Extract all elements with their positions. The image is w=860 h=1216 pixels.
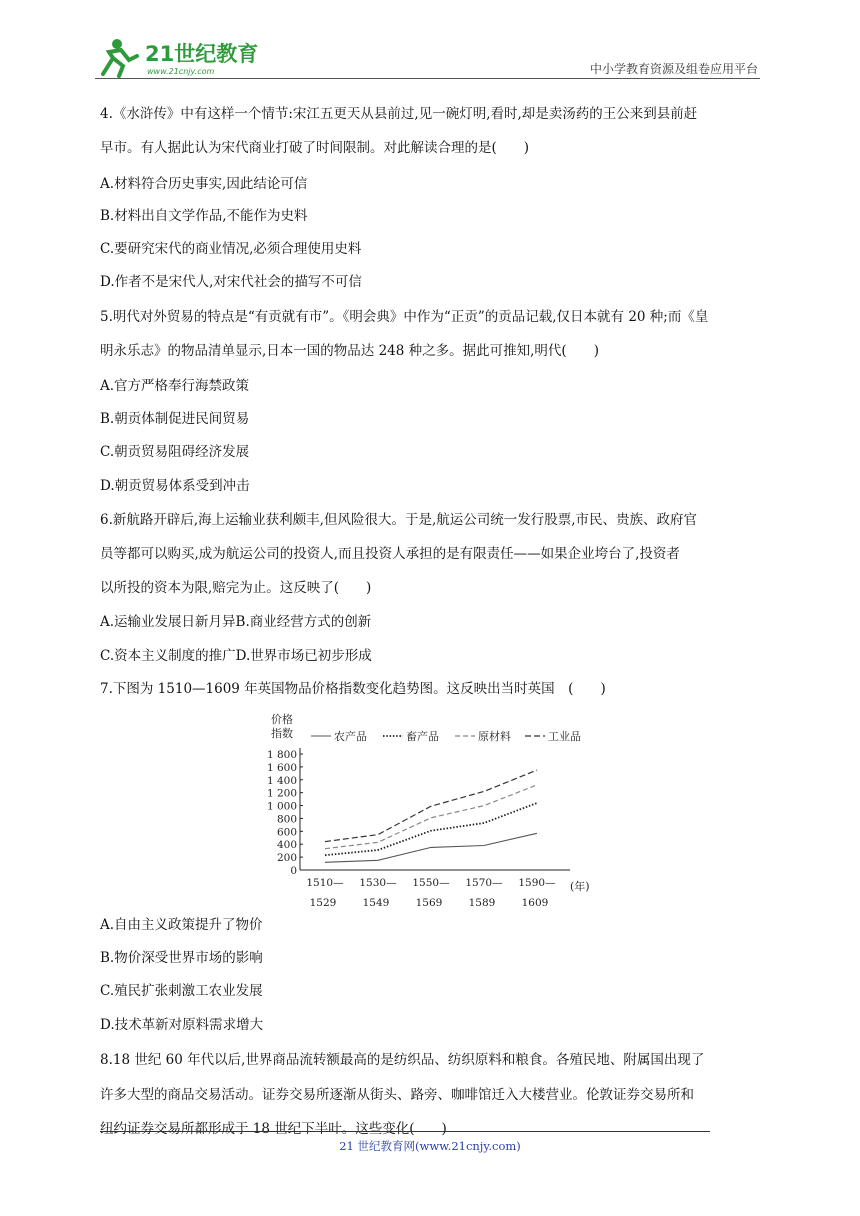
footer-divider <box>100 1131 710 1132</box>
legend-entry: 工业品 <box>548 730 581 743</box>
question-7-option-c: C.殖民扩张刺激工农业发展 <box>100 983 263 999</box>
question-4-option-b: B.材料出自文学作品,不能作为史料 <box>100 208 308 224</box>
y-tick-label: 800 <box>276 813 297 826</box>
y-tick-label: 1 400 <box>266 774 297 787</box>
x-tick-label: 1570— <box>465 877 503 889</box>
x-tick-label: 1589 <box>468 897 496 909</box>
series-line-3 <box>325 785 537 849</box>
legend-entry: 原材料 <box>478 730 511 743</box>
y-tick-label: 1 800 <box>266 749 297 761</box>
question-6-line-3: 以所投的资本为限,赔完为止。这反映了( ) <box>100 580 372 596</box>
y-tick-label: 1 000 <box>266 800 297 813</box>
y-tick-label: 1 200 <box>266 787 297 800</box>
question-6-line-2: 员等都可以购买,成为航运公司的投资人,而且投资人承担的是有限责任——如果企业垮台了,投资者 <box>100 546 680 562</box>
question-6-line-1: 6.新航路开辟后,海上运输业获利颇丰,但风险很大。于是,航运公司统一发行股票,市民、贵族、政府官 <box>100 512 698 528</box>
y-tick-label: 400 <box>276 839 297 852</box>
legend-entry: 农产品 <box>334 730 367 743</box>
question-7-option-d: D.技术革新对原料需求增大 <box>100 1017 264 1033</box>
question-4-option-a: A.材料符合历史事实,因此结论可信 <box>100 176 308 192</box>
y-tick-label: 1 600 <box>266 761 297 774</box>
y-tick-label: 200 <box>276 852 297 865</box>
question-4-option-d: D.作者不是宋代人,对宋代社会的描写不可信 <box>100 274 362 290</box>
x-tick-label: 1530— <box>359 877 397 889</box>
footer-text: 21 世纪教育网(www.21cnjy.com) <box>339 1139 521 1153</box>
platform-name: 中小学教育资源及组卷应用平台 <box>589 62 758 76</box>
y-tick-label: 0 <box>290 865 297 877</box>
x-axis-label: (年) <box>570 880 590 893</box>
x-tick-label: 1569 <box>415 897 443 909</box>
question-7-line-1: 7.下图为 1510—1609 年英国物品价格指数变化趋势图。这反映出当时英国 ( ) <box>100 681 606 697</box>
x-tick-label: 1529 <box>309 897 337 909</box>
x-tick-label: 1609 <box>521 897 549 909</box>
question-5-option-c: C.朝贡贸易阻碍经济发展 <box>100 444 250 460</box>
question-6-option-cd: C.资本主义制度的推广D.世界市场已初步形成 <box>100 648 372 664</box>
x-tick-label: 1550— <box>412 877 450 889</box>
question-7-option-a: A.自由主义政策提升了物价 <box>100 917 263 933</box>
question-4-line-2: 早市。有人据此认为宋代商业打破了时间限制。对此解读合理的是( ) <box>100 140 530 156</box>
question-8-line-2: 许多大型的商品交易活动。证券交易所逐渐从街头、路旁、咖啡馆迁入大楼营业。伦敦证券交易所和 <box>100 1087 694 1103</box>
page-header <box>95 30 760 80</box>
x-tick-label: 1549 <box>362 897 390 909</box>
header-divider <box>95 78 760 79</box>
y-axis-label: 价格 <box>271 713 293 726</box>
y-axis-label: 指数 <box>271 727 293 740</box>
question-4-option-c: C.要研究宋代的商业情况,必须合理使用史料 <box>100 241 362 257</box>
x-tick-label: 1510— <box>306 877 344 889</box>
price-index-chart <box>265 712 605 912</box>
question-4-line-1: 4.《水浒传》中有这样一个情节:宋江五更天从县前过,见一碗灯明,看时,却是卖汤药的王公来到县前赶 <box>100 106 698 122</box>
question-6-option-ab: A.运输业发展日新月异B.商业经营方式的创新 <box>100 614 372 630</box>
question-8-line-1: 8.18 世纪 60 年代以后,世界商品流转额最高的是纺织品、纺织原料和粮食。各殖民地、附属国出现了 <box>100 1052 705 1068</box>
question-8-line-3: 纽约证券交易所都形成于 18 世纪下半叶。这些变化( ) <box>100 1121 447 1137</box>
logo-url: www.21cnjy.com <box>147 67 215 76</box>
question-5-option-d: D.朝贡贸易体系受到冲击 <box>100 478 250 494</box>
legend-entry: 畜产品 <box>406 730 439 743</box>
logo-text: 21世纪教育 <box>145 42 259 66</box>
question-5-line-2: 明永乐志》的物品清单显示,日本一国的物品达 248 种之多。据此可推知,明代( ) <box>100 343 599 359</box>
logo-icon <box>95 34 265 78</box>
question-5-option-b: B.朝贡体制促进民间贸易 <box>100 411 250 427</box>
question-7-option-b: B.物价深受世界市场的影响 <box>100 950 263 966</box>
question-5-option-a: A.官方严格奉行海禁政策 <box>100 378 250 394</box>
y-tick-label: 600 <box>276 826 297 839</box>
question-5-line-1: 5.明代对外贸易的特点是“有贡就有市”。《明会典》中作为“正贡”的贡品记载,仅日本就有 20 种;而《皇 <box>100 309 709 325</box>
x-tick-label: 1590— <box>518 877 556 889</box>
